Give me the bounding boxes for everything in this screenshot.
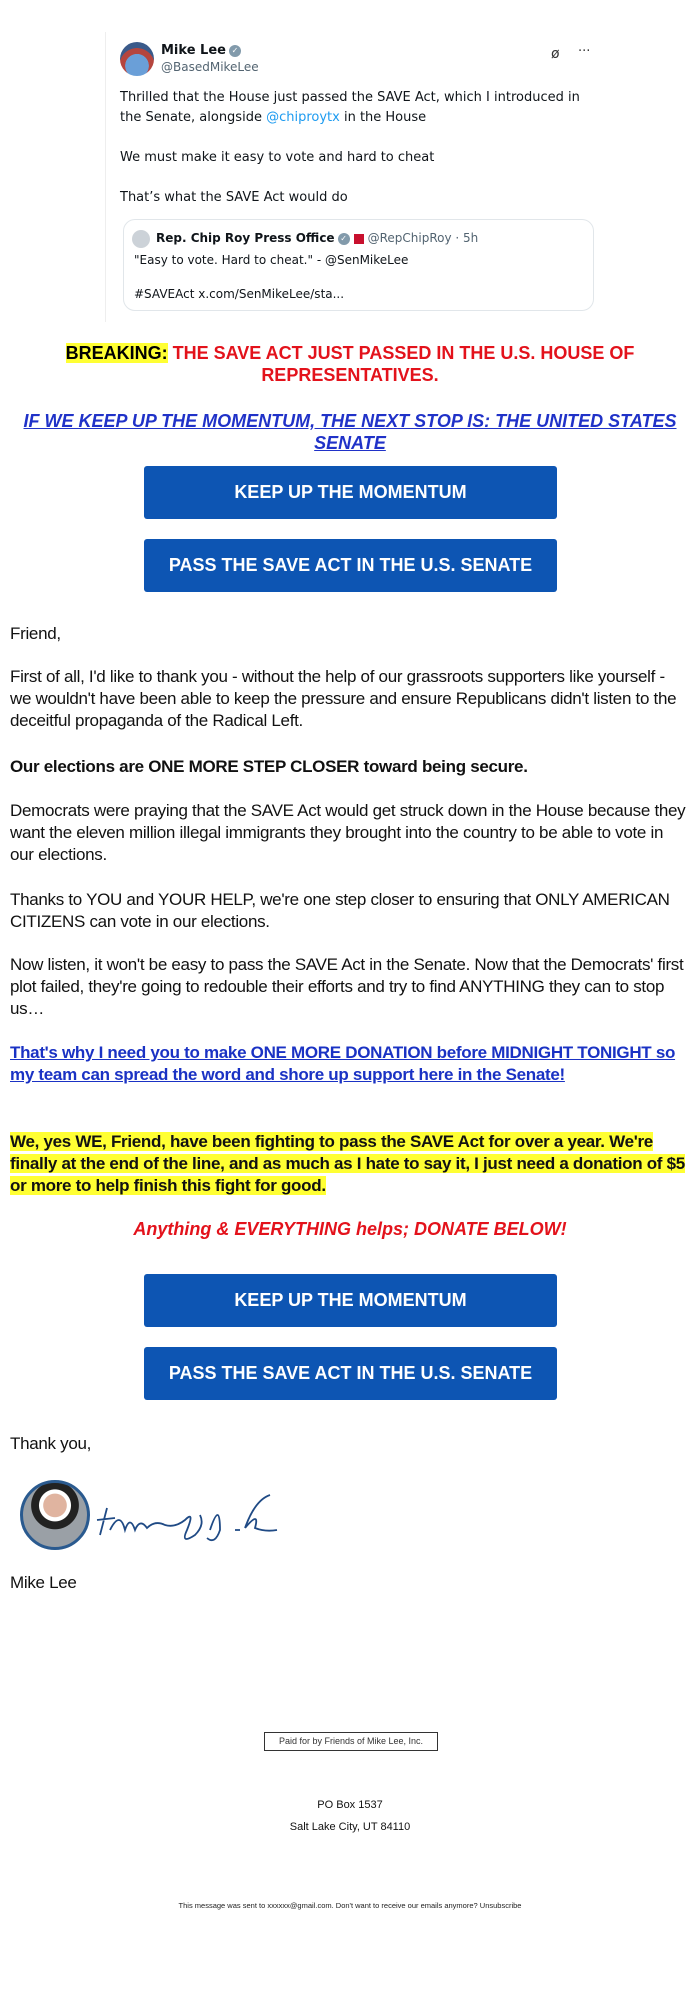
verified-icon: ✓	[229, 45, 241, 57]
paragraph: Democrats were praying that the SAVE Act would get struck down in the House because they want the eleven million illegal immigrants they brought into the country to be able to vote in our elections.	[10, 801, 686, 864]
closing: Thank you,	[10, 1434, 92, 1453]
more-icon: ···	[578, 44, 591, 59]
address-line: PO Box 1537	[317, 1799, 383, 1811]
paragraph: Our elections are ONE MORE STEP CLOSER toward being secure.	[10, 757, 528, 776]
signature-name: Mike Lee	[10, 1573, 77, 1592]
donate-link[interactable]: That's why I need you to make ONE MORE DONATION before MIDNIGHT TONIGHT so my team can spread the word and shore up support here in the Senate!	[10, 1043, 676, 1084]
paragraph: First of all, I'd like to thank you - without the help of our grassroots supporters like yourself - we wouldn't have been able to keep the pressure and ensure Republicans didn't listen to the deceitful propaganda of the Radical Left.	[10, 667, 677, 730]
quote-text: "Easy to vote. Hard to cheat." - @SenMikeLee	[134, 253, 409, 267]
pass-save-act-button[interactable]: PASS THE SAVE ACT IN THE U.S. SENATE	[144, 1347, 557, 1400]
mention-link: @chiproytx	[266, 110, 340, 125]
grok-icon: ø	[551, 46, 560, 62]
address-line: Salt Lake City, UT 84110	[289, 1821, 411, 1833]
paragraph: Now listen, it won't be easy to pass the SAVE Act in the Senate. Now that the Democrats' first plot failed, they're going to redouble their efforts and try to find ANYTHING they can to stop us…	[10, 955, 684, 1018]
signature-icon	[95, 1490, 280, 1550]
momentum-headline	[0, 410, 700, 454]
quote-link: #SAVEAct x.com/SenMikeLee/sta...	[134, 287, 345, 301]
tweet-avatar	[120, 42, 154, 76]
tweet-author: Mike Lee ✓	[161, 43, 241, 58]
affiliation-badge-icon	[354, 234, 364, 244]
donate-callout: Anything & EVERYTHING helps; DONATE BELOW!	[133, 1219, 567, 1239]
footer-notice: This message was sent to xxxxxx@gmail.com. Don't want to receive our emails anymore? Unsubscribe	[178, 1901, 522, 1910]
pass-save-act-button[interactable]: PASS THE SAVE ACT IN THE U.S. SENATE	[144, 539, 557, 592]
keep-up-momentum-button[interactable]: KEEP UP THE MOMENTUM	[144, 466, 557, 519]
donation-paragraph	[10, 1042, 690, 1086]
unsubscribe-link[interactable]: Unsubscribe	[479, 1901, 522, 1910]
tweet-handle: @BasedMikeLee	[161, 60, 259, 74]
tweet-text: Thrilled that the House just passed the SAVE Act, which I introduced in the Senate, alongside @chiproytx in the House We must make it easy to vote and hard to cheat That’s what the SAVE Act would do	[120, 90, 580, 205]
momentum-link[interactable]: IF WE KEEP UP THE MOMENTUM, THE NEXT STOP IS: THE UNITED STATES SENATE	[23, 411, 677, 453]
breaking-headline: BREAKING: THE SAVE ACT JUST PASSED IN THE U.S. HOUSE OF REPRESENTATIVES.	[65, 343, 635, 385]
keep-up-momentum-button[interactable]: KEEP UP THE MOMENTUM	[144, 1274, 557, 1327]
verified-icon: ✓	[338, 233, 350, 245]
author-photo	[20, 1480, 90, 1550]
paid-for-disclaimer: Paid for by Friends of Mike Lee, Inc.	[264, 1732, 438, 1751]
greeting: Friend,	[10, 624, 61, 643]
quote-avatar	[132, 230, 150, 248]
paragraph: Thanks to YOU and YOUR HELP, we're one step closer to ensuring that ONLY AMERICAN CITIZENS can vote in our elections.	[10, 890, 670, 931]
quoted-tweet	[123, 219, 594, 311]
paragraph: We, yes WE, Friend, have been fighting to pass the SAVE Act for over a year. We're finally at the end of the line, and as much as I hate to say it, I just need a donation of $5 or more to help finish this fight for good.	[10, 1132, 685, 1195]
embedded-tweet	[105, 32, 599, 322]
quote-header: Rep. Chip Roy Press Office ✓ @RepChipRoy · 5h	[156, 231, 479, 245]
